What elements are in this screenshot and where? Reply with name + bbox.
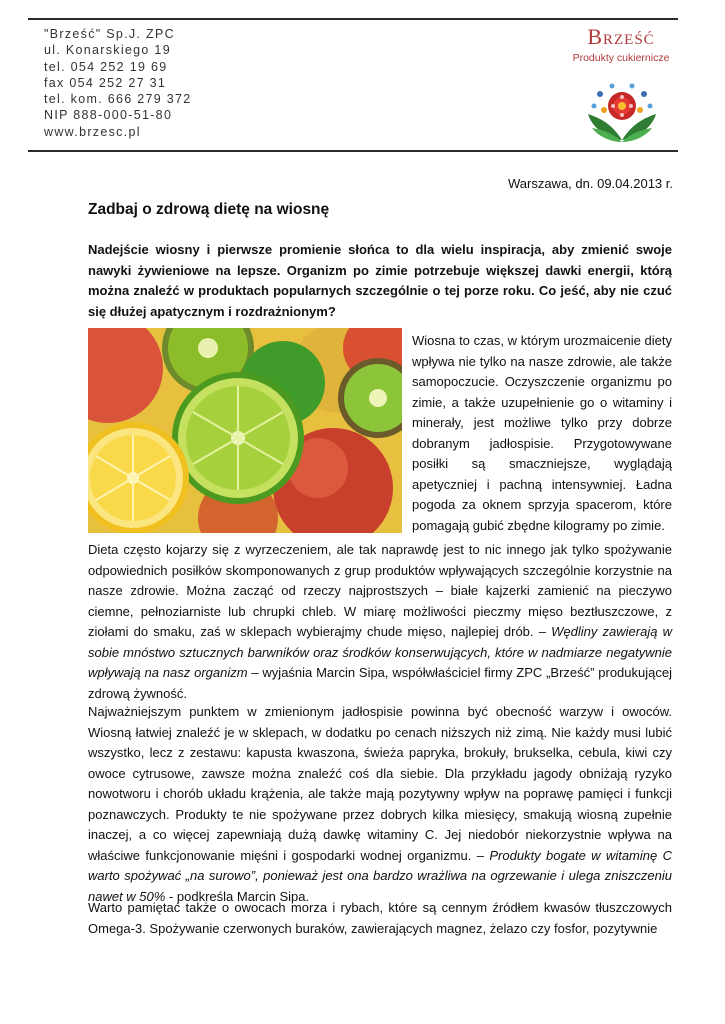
paragraph-2 — [88, 702, 672, 907]
paragraph-2-quote: Produkty bogate w witaminę C warto spożywać „na surowo”, ponieważ jest ona bardzo wrażliwa na ogrzewanie i ulega zniszczeniu nawet w 50% — [88, 847, 672, 904]
header-bottom-rule — [28, 150, 678, 152]
side-paragraph: Wiosna to czas, w którym urozmaicenie diety wpływa nie tylko na nasze zdrowie, ale także samopoczucie. Oczyszczenie organizmu po zimie, a także uzupełnienie go o witaminy i minerały, jest możliwe tylko przy dobrze dobranym jadłospisie. Przygotowywane posiłki są smaczniejsze, wyglądają apetyczniej i pachną intensywniej. Ładna pogoda za oknem sprzyja spacerom, które pomagają gubić zbędne kilogramy po zimie. — [412, 333, 672, 533]
paragraph-1-text: Dieta często kojarzy się z wyrzeczeniem, ale tak naprawdę jest to nic innego jak tylko spożywanie odpowiednich posiłków skomponowanych z grup produktów wpływających szczególnie korzystnie na nasze zdrowie. Można zacząć od rzeczy najprostszych – białe kajzerki zamienić na pieczywo ciemne, pełnoziarniste lub chrupki chleb. W miarę możliwości pieczmy mięso beztłuszczowe, z ziołami do smaku, zaś w sklepach wybierajmy chude mięso, najlepiej drób. – — [88, 542, 672, 639]
company-phone: tel. 054 252 19 69 — [44, 59, 168, 74]
logo-subtitle: Produkty cukiernicze — [572, 52, 670, 64]
company-website: www.brzesc.pl — [44, 124, 141, 139]
fruit-photo — [88, 328, 402, 533]
company-fax: fax 054 252 27 31 — [44, 75, 167, 90]
company-nip: NIP 888-000-51-80 — [44, 108, 173, 123]
header-top-rule — [28, 18, 678, 20]
paragraph-3-text: Warto pamiętać także o owocach morza i rybach, które są cennym źródłem kwasów tłuszczowych Omega-3. Spożywanie czerwonych buraków, zawierających magnez, żelazo czy fosfor, pozytywnie — [88, 900, 672, 936]
paragraph-1 — [88, 540, 672, 704]
paragraph-1-tail: – wyjaśnia Marcin Sipa, współwłaściciel firmy ZPC „Brześć” produkującej zdrową żywność. — [88, 665, 672, 701]
paragraph-3 — [88, 898, 672, 939]
paragraph-1-quote: Wędliny zawierają w sobie mnóstwo sztucznych barwników oraz środków konserwujących, które w nadmiarze negatywnie wpływają na nasz organizm — [88, 624, 672, 680]
article-lead: Nadejście wiosny i pierwsze promienie słońca to dla wielu inspiracja, aby zmienić swoje nawyki żywieniowe na lepsze. Organizm po zimie potrzebuje większej dawki energii, którą można znaleźć w produktach popularnych szczególnie o tej porze roku. Co jeść, aby nie czuć się dłużej apatycznym i rozdrażnionym? — [88, 242, 672, 319]
paragraph-2-text: Najważniejszym punktem w zmienionym jadłospisie powinna być obecność warzyw i owoców. Wiosną łatwiej znaleźć je w sklepach, w dodatku po cenach niższych niż zimą. Nie każdy musi lubić wszystko, lecz z zestawu: kapusta kwaszona, świeża papryka, brokuły, brukselka, cebula, kiwi czy owoce cytrusowe, zawsze można znaleźć coś dla siebie. Dla przykładu jagody obniżają ryzyko nowotworu i chorób układu krążenia, ale także mają pozytywny wpływ na poprawę pamięci i funkcji poznawczych. Produkty te nie spożywane przez dobrych kilka miesięcy, smakują wiosną zupełnie inaczej, a co więcej zapewniają dużą dawkę witaminy C. Jej niedobór niekorzystnie wpływa na właściwe funkcjonowanie mięśni i gospodarki wodnej organizmu. – — [88, 704, 672, 863]
article-title: Zadbaj o zdrową dietę na wiosnę — [88, 201, 330, 218]
company-name: "Brześć" Sp.J. ZPC — [44, 27, 175, 41]
company-mobile: tel. kom. 666 279 372 — [44, 92, 192, 107]
document-date: Warszawa, dn. 09.04.2013 r. — [507, 176, 673, 191]
flower-emblem-icon — [582, 80, 662, 146]
paragraph-2-tail: - podkreśla Marcin Sipa. — [165, 888, 310, 904]
company-street: ul. Konarskiego 19 — [44, 43, 171, 58]
company-address-block — [44, 26, 192, 140]
logo-wordmark: Brześć — [587, 24, 655, 49]
